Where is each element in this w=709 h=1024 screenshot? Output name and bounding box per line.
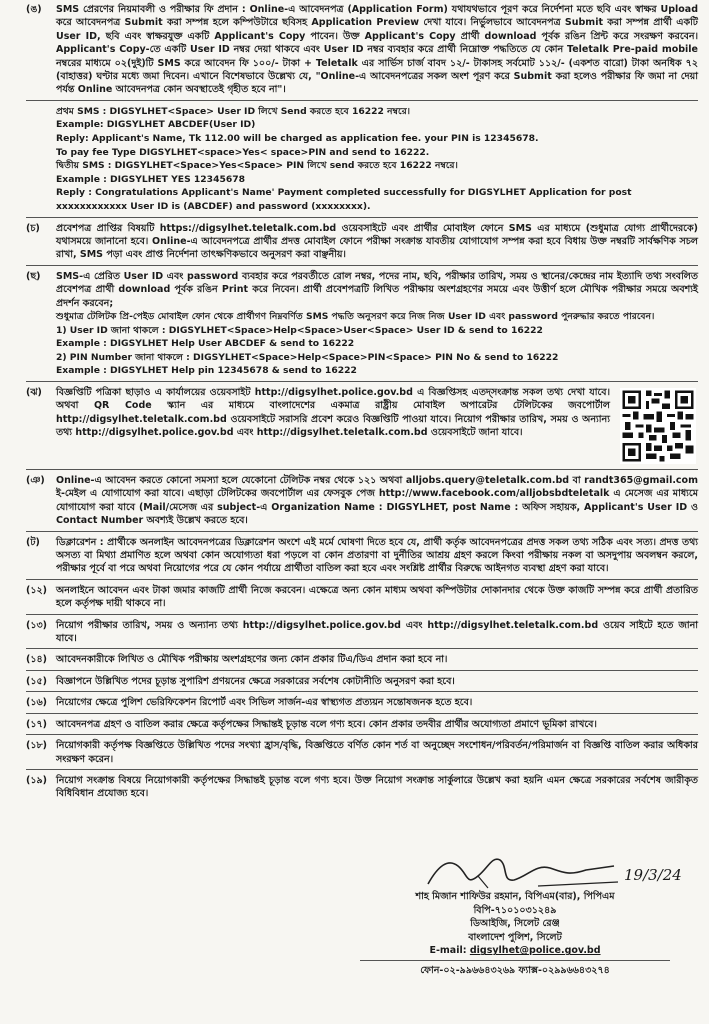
clause-label: (ছ) (26, 270, 41, 282)
recovery-line: শুধুমাত্র টেলিটক প্রি-পেইড মোবাইল ফোন থেকে প্রার্থীগণ নিম্নবর্ণিত SMS পদ্ধতি অনুসরণ করে নিজ নিজ User ID এবং password পুনরুদ্ধার করতে পারবেন। (56, 311, 655, 323)
clause-label: (১৯) (26, 774, 48, 786)
clause-declaration (26, 536, 698, 576)
clause-label: (১৩) (26, 619, 48, 631)
signature-block (330, 890, 700, 978)
clause-label: (ট) (26, 536, 40, 548)
clause-admit-download (26, 270, 698, 310)
divider (26, 469, 698, 470)
sms-line: দ্বিতীয় SMS : DIGSYLHET<Space>Yes<Space> PIN লিখে send করতে হবে 16222 নম্বরে। (56, 160, 458, 172)
officer-email (330, 944, 700, 958)
clause-text: Online-এ আবেদন করতে কোনো সমস্যা হলে যেকোনো টেলিটক নম্বর থেকে ১২১ অথবা alljobs.query@teletalk.com.bd বা randt365@gmail.com ই-মেইল এ যোগাযোগ করা যাবে। এছাড়া টেলিটকের জবপোর্টাল এর ফেসবুক পেজ http://www.facebook.com/alljobsbdteletalk এ মেসেজ এর মাধ্যমে যোগাযোগ করা যাবে (Mail/মেসেজ এর subject-এ Organization Name : DIGSYLHET, post Name : অফিস সহায়ক, Applicant's User ID ও Contact Number অবশ্যই উল্লেখ করতে হবে। (56, 475, 698, 527)
clause-13 (26, 619, 698, 646)
clause-text: বিজ্ঞাপনে উল্লিখিত পদের চূড়ান্ত সুপারিশ প্রণয়নের ক্ষেত্রে সরকারের সর্বশেষ কোটানীতি অনুসরণ করা হবে। (56, 675, 455, 687)
email-label: E-mail: (429, 945, 467, 957)
clause-sms-rules (26, 3, 698, 97)
clause-text: আবেদনপত্র গ্রহণ ও বাতিল করার ক্ষেত্রে কর্তৃপক্ষের সিদ্ধান্তই চূড়ান্ত বলে গণ্য হবে। কোন প্রকার তদবীর প্রার্থীর অযোগ্যতা প্রমাণে ভূমিকা রাখবে। (56, 718, 597, 730)
divider (26, 100, 698, 101)
clause-label: (১৪) (26, 654, 48, 666)
divider (26, 614, 698, 615)
clause-16 (26, 696, 698, 709)
divider (26, 769, 698, 770)
divider (26, 691, 698, 692)
clause-text: অনলাইনে আবেদন এবং টাকা জমার কাজটি প্রার্থী নিজে করবেন। এক্ষেত্রে অন্য কোন মাধ্যম অথবা কম্পিউটার দোকানদার থেকে উক্ত কাজটি সম্পন্ন করে প্রার্থী প্রতারিত হলে কর্তৃপক্ষ দায়ী থাকবে না। (56, 584, 698, 610)
signature-date: 19/3/24 (624, 866, 682, 884)
clause-12 (26, 584, 698, 611)
officer-bp: বিপি-৭১০১০৩১২৪৯ (473, 904, 557, 916)
divider (26, 265, 698, 266)
clause-text: ডিক্লারেশন : প্রার্থীকে অনলাইন আবেদনপত্রের ডিক্লারেশন অংশে এই মর্মে ঘোষণা দিতে হবে যে, প্রার্থী কর্তৃক আবেদনপত্রের প্রদত্ত সকল তথ্য সঠিক এবং সত্য। প্রদত্ত তথ্য অসত্য বা মিথ্যা প্রমাণিত হলে অথবা কোন অযোগ্যতা ধরা পড়লে বা কোন প্রতারণা বা দুর্নীতির আশ্রয় গ্রহণ করলে কিংবা পরীক্ষায় নকল বা অসদুপায় অবলম্বন করলে, পরীক্ষার পূর্বে বা পরে অথবা নিয়োগের পরে যে কোন পর্যায়ে প্রার্থীতা বাতিল করা হবে এবং সংশ্লিষ্ট প্রার্থীর বিরুদ্ধে আইনগত ব্যবস্থা গ্রহণ করা যাবে। (56, 536, 698, 575)
clause-text: নিয়োগকারী কর্তৃপক্ষ বিজ্ঞপ্তিতে উল্লিখিত পদের সংখ্যা হ্রাস/বৃদ্ধি, বিজ্ঞপ্তিতে বর্ণিত কোন শর্ত বা অনুচ্ছেদ সংশোধন/পরিবর্তন/পরিমার্জন বা বিজ্ঞপ্তি বাতিল করার অধিকার সংরক্ষণ করেন। (56, 740, 698, 765)
clause-website (26, 386, 698, 466)
divider (26, 648, 698, 649)
clause-support (26, 474, 698, 528)
divider (26, 670, 698, 671)
divider (26, 734, 698, 735)
sms-line: To pay fee Type DIGSYLHET<space>Yes< space>PIN and send to 16222. (56, 146, 430, 158)
recovery-line: Example : DIGSYLHET Help pin 12345678 & send to 16222 (56, 365, 357, 377)
sms-instructions (26, 105, 698, 214)
recovery-line: Example : DIGSYLHET Help User ABCDEF & send to 16222 (56, 338, 355, 350)
clause-admit-card (26, 222, 698, 262)
officer-designation: ডিআইজি, সিলেট রেঞ্জ (470, 918, 560, 930)
sms-line: Reply : Congratulations Applicant's Name' Payment completed successfully for DIGSYLHET Application for post xxxxxxxxxxxx User ID is (ABCDEF) and password (xxxxxxxx). (56, 187, 632, 212)
divider (26, 579, 698, 580)
divider (26, 217, 698, 218)
sms-line: প্রথম SMS : DIGSYLHET<Space> User ID লিখে Send করতে হবে 16222 নম্বরে। (56, 105, 411, 117)
recovery-instructions (26, 310, 698, 378)
clause-text: SMS-এ প্রেরিত User ID এবং password ব্যবহার করে পরবর্তীতে রোল নম্বর, পদের নাম, ছবি, পরীক্ষার তারিখ, সময় ও স্থানের/কেন্দ্রের নাম ইত্যাদি তথ্য সংবলিত প্রবেশপত্র প্রার্থী download পূর্বক রঙিন Print করে নিবেন। প্রার্থী প্রবেশপত্রটি লিখিত পরীক্ষায় অংশগ্রহণের সময়ে এবং উত্তীর্ণ হলে মৌখিক পরীক্ষার সময়ে অবশ্যই প্রদর্শন করবেন; (56, 270, 698, 309)
divider (26, 381, 698, 382)
clause-label: (১৫) (26, 675, 48, 687)
officer-phone: ফোন-০২-৯৯৬৬৪৩২৬৯ ফ্যাক্স-০২৯৯৬৬৪৩২৭৪ (420, 964, 610, 976)
clause-18 (26, 739, 698, 766)
divider (26, 531, 698, 532)
clause-text: নিয়োগ পরীক্ষার তারিখ, সময় ও অন্যান্য তথ্য http://digsylhet.police.gov.bd এবং http://digsylhet.teletalk.com.bd ওয়েব সাইটে হতে জানা যাবে। (56, 619, 698, 645)
clause-text: প্রবেশপত্র প্রাপ্তির বিষয়টি https://digsylhet.teletalk.com.bd ওয়েবসাইটে এবং প্রার্থীর মোবাইল ফোনে SMS এর মাধ্যমে (শুধুমাত্র যোগ্য প্রার্থীদেরকে) যথাসময়ে জানানো হবে। Online-এ আবেদনপত্রে প্রার্থীর প্রদত্ত মোবাইল ফোনে পরীক্ষা সংক্রান্ত যাবতীয় যোগাযোগ সম্পন্ন করা হবে বিধায় উক্ত নম্বরটি সার্বক্ষণিক সচল রাখা, SMS পড়া এবং প্রাপ্ত নির্দেশনা তাৎক্ষণিকভাবে অনুসরণ করা বাঞ্ছনীয়। (56, 222, 698, 261)
clause-label: (ঝ) (26, 387, 42, 398)
clause-19 (26, 774, 698, 801)
clause-17 (26, 718, 698, 731)
clause-15 (26, 675, 698, 688)
recovery-line: 2) PIN Number জানা থাকলে : DIGSYLHET<Space>Help<Space>PIN<Space> PIN No & send to 16222 (56, 351, 559, 363)
clause-14 (26, 653, 698, 666)
clause-text: নিয়োগের ক্ষেত্রে পুলিশ ভেরিফিকেশন রিপোর্ট এবং সিভিল সার্জন-এর স্বাস্থ্যগত প্রত্যয়ন সন্তোষজনক হতে হবে। (56, 697, 473, 709)
clause-label: (চ) (26, 222, 40, 234)
divider (360, 960, 670, 961)
divider (26, 713, 698, 714)
officer-organization: বাংলাদেশ পুলিশ, সিলেট (468, 931, 562, 943)
clause-text: আবেদনকারীকে লিখিত ও মৌখিক পরীক্ষায় অংশগ্রহণের জন্য কোন প্রকার টিএ/ডিএ প্রদান করা হবে না। (56, 654, 448, 666)
sms-line: Example : DIGSYLHET YES 12345678 (56, 173, 246, 185)
officer-name: শাহ মিজান শাফিউর রহমান, বিপিএম(বার), পিপিএম (415, 891, 615, 902)
clause-label: (১২) (26, 584, 48, 596)
email-link[interactable]: digsylhet@police.gov.bd (469, 945, 601, 957)
clause-text: বিজ্ঞপ্তিটি পত্রিকা ছাড়াও এ কার্যালয়ের ওয়েবসাইট http://digsylhet.police.gov.bd এ বিজ্ঞপ্তিসহ এতদ্সংক্রান্ত সকল তথ্য দেখা যাবে। অথবা QR Code স্ক্যান এর মাধ্যমে বাংলাদেশের একমাত্র রাষ্ট্রীয় মোবাইল অপারেটর টেলিটকের জবপোর্টাল http://digsylhet.teletalk.com.bd ওয়েবসাইটে সরাসরি প্রবেশ করেও বিজ্ঞপ্তিটি পাওয়া যাবে। নিয়োগ পরীক্ষার তারিখ, সময় ও অন্যান্য তথ্য http://digsylhet.police.gov.bd এবং http://digsylhet.teletalk.com.bd ওয়েবসাইটে জানা যাবে। (56, 387, 610, 439)
signature-scribble-icon (418, 846, 628, 896)
sms-line: Example: DIGSYLHET ABCDEF(User ID) (56, 119, 256, 131)
recovery-line: 1) User ID জানা থাকলে : DIGSYLHET<Space>Help<Space>User<Space> User ID & send to 16222 (56, 324, 543, 336)
sms-line: Reply: Applicant's Name, Tk 112.00 will be charged as application fee. your PIN is 12345678. (56, 133, 539, 145)
qr-code-icon (618, 388, 698, 464)
clause-label: (১৬) (26, 697, 48, 709)
clause-label: (ঞ) (26, 475, 45, 486)
clause-label: (ঙ) (26, 4, 42, 15)
clause-text: SMS প্রেরণের নিয়মাবলী ও পরীক্ষার ফি প্রদান : Online-এ আবেদনপত্র (Application Form) যথাযথভাবে পূরণ করে নির্দেশনা মতে ছবি এবং স্বাক্ষর Upload করে আবেদনপত্র Submit করা সম্পন্ন হলে কম্পিউটারে ছবিসহ Application Preview দেখা যাবে। নির্ভুলভাবে আবেদনপত্র Submit করা সম্পন্ন প্রার্থী একটি User ID, ছবি এবং স্বাক্ষরযুক্ত একটি Applicant's Copy পাবেন। উক্ত Applicant's Copy প্রার্থী download পূর্বক রঙিন প্রিন্ট করে সংরক্ষণ করবেন। Applicant's Copy-তে একটি User ID নম্বর দেয়া থাকবে এবং User ID নম্বর ব্যবহার করে প্রার্থী নিম্নোক্ত পদ্ধতিতে যে কোন Teletalk Pre-paid mobile নম্বরের মাধ্যমে ০২(দুই)টি SMS করে আবেদন ফি ১০০/- টাকা + Teletalk এর সার্ভিস চার্জ বাবদ ১২/- টাকাসহ সর্বমোট ১১২/- (একশত বারো) টাকা অনধিক ৭২ (বাহাত্তর) ঘণ্টার মধ্যে জমা দিবেন। এখানে বিশেষভাবে উল্লেখ্য যে, "Online-এ আবেদনপত্রের সকল অংশ পূরণ করে Submit করা হলেও পরীক্ষার ফি জমা না দেয়া পর্যন্ত Online আবেদনপত্র কোন অবস্থাতেই গৃহীত হবে না"। (56, 4, 698, 96)
clause-label: (১৭) (26, 718, 48, 730)
clause-text: নিয়োগ সংক্রান্ত বিষয়ে নিয়োগকারী কর্তৃপক্ষের সিদ্ধান্তই চূড়ান্ত বলে গণ্য হবে। উক্ত নিয়োগ সংক্রান্ত সার্কুলারে উল্লেখ করা হয়নি এমন ক্ষেত্রে সরকারের সর্বশেষ জারীকৃত বিধিবিধান প্রযোজ্য হবে। (56, 774, 698, 800)
clause-label: (১৮) (26, 740, 48, 752)
